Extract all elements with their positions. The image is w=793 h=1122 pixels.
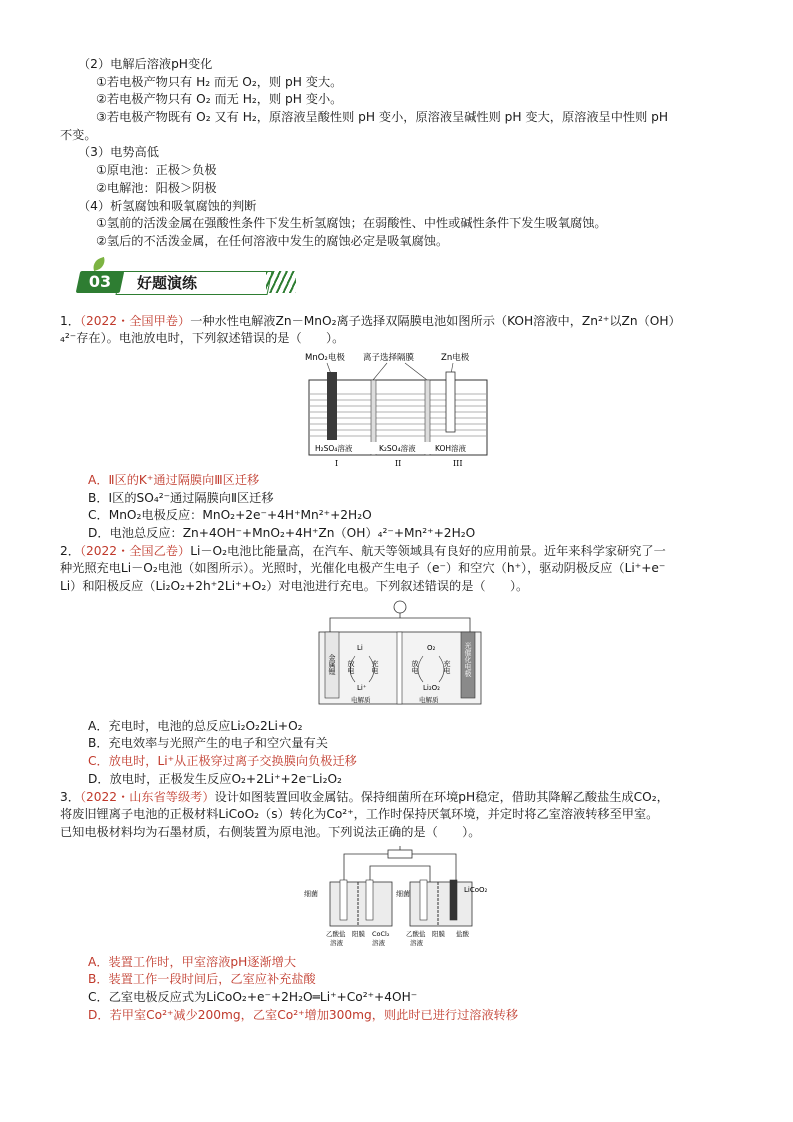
q3-label-membrane-1: 阳膜 xyxy=(352,929,365,938)
q2-label-right-electrode: 光催化电极 xyxy=(464,641,472,677)
summary-s4-2: ②氢后的不活泼金属，在任何溶液中发生的腐蚀必定是吸氧腐蚀。 xyxy=(96,233,449,248)
q2-label-discharge-left: 放电 xyxy=(347,659,355,674)
light-bulb-icon xyxy=(394,601,406,613)
q1-mno2-electrode xyxy=(327,372,337,440)
leaf-icon xyxy=(91,256,108,270)
section-banner xyxy=(78,265,298,299)
q1-sol-koh: KOH溶液 xyxy=(435,443,467,453)
summary-s2-3b: 不变。 xyxy=(60,127,97,142)
q2-option-d[interactable]: D．放电时，正极发生反应O₂+2Li⁺+2e⁻Li₂O₂ xyxy=(88,771,342,786)
q3-stem-line-1 xyxy=(60,789,740,807)
q3-text-c: 已知电极材料均为石墨材质，右侧装置为原电池。下列说法正确的是（ ）。 xyxy=(60,824,481,839)
section-number: 03 xyxy=(88,271,112,291)
q2-label-charge-right: 充电 xyxy=(443,659,451,674)
q2-cell-figure xyxy=(315,598,485,716)
q2-label-charge-left: 充电 xyxy=(371,659,379,674)
q1-sol-h2so4: H₂SO₄溶液 xyxy=(315,443,353,453)
q3-source: （2022・山东省等级考） xyxy=(79,789,215,804)
q3-option-b[interactable]: B．装置工作一段时间后，乙室应补充盐酸 xyxy=(88,972,316,987)
q2-text-a: Li－O₂电池比能量高，在汽车、航天等领域具有良好的应用前景。近年来科学家研究了一 xyxy=(190,543,666,558)
q3-label-acetate-1b: 溶液 xyxy=(330,938,343,947)
q2-option-b[interactable]: B．充电效率与光照产生的电子和空穴量有关 xyxy=(88,736,328,751)
q2-label-discharge-right: 放电 xyxy=(411,659,419,674)
q3-resistor xyxy=(388,850,412,858)
q1-text-a: 一种水性电解液Zn－MnO₂离子选择双隔膜电池如图所示（KOH溶液中，Zn²⁺以Zn（OH） xyxy=(190,313,681,328)
q2-source: （2022・全国乙卷） xyxy=(79,543,191,558)
summary-s2-3a: ③若电极产物既有 O₂ 又有 H₂，原溶液呈酸性则 pH 变小，原溶液呈碱性则 pH 变大，原溶液呈中性则 pH xyxy=(96,110,669,125)
q1-option-b[interactable]: B．Ⅰ区的SO₄²⁻通过隔膜向Ⅱ区迁移 xyxy=(88,490,274,505)
summary-s2-2: ②若电极产物只有 O₂ 而无 H₂，则 pH 变小。 xyxy=(96,92,343,107)
q1-label-membrane: 离子选择隔膜 xyxy=(363,352,415,363)
q3-left-cell xyxy=(330,882,392,926)
q3-label-acetate-2b: 溶液 xyxy=(410,938,423,947)
q3-cell-figure xyxy=(300,844,500,952)
summary-s4-title: （4）析氢腐蚀和吸氧腐蚀的判断 xyxy=(78,198,257,213)
q1-cell-figure xyxy=(305,350,495,470)
q3-number: 3． xyxy=(60,789,80,804)
q1-option-c[interactable]: C．MnO₂电极反应：MnO₂+2e⁻+4H⁺Mn²⁺+2H₂O xyxy=(88,508,372,523)
q2-text-b: 种光照充电Li－O₂电池（如图所示）。光照时，光催化电极产生电子（e⁻）和空穴（h⁺），驱动阴极反应（Li⁺+e⁻ xyxy=(60,561,666,576)
q3-label-membrane-2: 阳膜 xyxy=(432,929,445,938)
summary-s4-1: ①氢前的活泼金属在强酸性条件下发生析氢腐蚀；在弱酸性、中性或碱性条件下发生吸氧腐蚀。 xyxy=(96,216,607,231)
q3-label-cocl2: CoCl₂ xyxy=(372,929,390,938)
q2-label-li2o2: Li₂O₂ xyxy=(423,683,440,692)
q3-label-licoo2: LiCoO₂ xyxy=(464,885,488,894)
q1-label-zn: Zn电极 xyxy=(441,352,470,363)
q3-text-b: 将废旧锂离子电池的正极材料LiCoO₂（s）转化为Co²⁺，工作时保持厌氧环境，并定时将乙室溶液转移至甲室。 xyxy=(60,807,659,822)
q1-zn-electrode xyxy=(446,372,455,432)
q3-text-a: 设计如图装置回收金属钴。保持细菌所在环境pH稳定，借助其降解乙酸盐生成CO₂， xyxy=(214,789,669,804)
document-page xyxy=(60,56,740,1024)
section-title: 好题演练 xyxy=(137,273,198,292)
q3-label-acetate-2: 乙酸盐 xyxy=(406,929,426,938)
q3-label-cocl2b: 溶液 xyxy=(372,938,385,947)
q1-region-3: III xyxy=(453,458,463,468)
q3-right-cell xyxy=(410,882,472,926)
q2-stem-line-1 xyxy=(60,543,740,561)
q2-label-left-electrode: 金属锂 xyxy=(328,653,336,675)
summary-s2-title: （2）电解后溶液pH变化 xyxy=(78,57,213,71)
q3-option-c[interactable]: C．乙室电极反应式为LiCoO₂+e⁻+2H₂O═Li⁺+Co²⁺+4OH⁻ xyxy=(88,989,418,1004)
section-number-badge xyxy=(76,271,125,293)
summary-s3-title: （3）电势高低 xyxy=(78,145,159,160)
q3-label-bacteria-1: 细菌 xyxy=(304,889,318,898)
q1-text-b: ₄²⁻存在）。电池放电时，下列叙述错误的是（ ）。 xyxy=(60,331,345,346)
summary-s2-1: ①若电极产物只有 H₂ 而无 O₂，则 pH 变大。 xyxy=(96,74,343,89)
q2-label-li: Li xyxy=(357,643,363,652)
q1-label-mno2: MnO₂电极 xyxy=(305,352,345,363)
q3-label-acetate-1: 乙酸盐 xyxy=(326,929,346,938)
q2-membrane xyxy=(397,632,402,704)
q3-option-a[interactable]: A．装置工作时，甲室溶液pH逐渐增大 xyxy=(88,954,297,969)
summary-s3-2: ②电解池：阳极＞阴极 xyxy=(96,180,217,195)
q2-number: 2． xyxy=(60,543,80,558)
q1-source: （2022・全国甲卷） xyxy=(79,313,191,328)
section-title-bar xyxy=(115,271,272,295)
decorative-stripes xyxy=(266,271,296,293)
q1-region-2: II xyxy=(395,458,402,468)
q2-option-c[interactable]: C．放电时，Li⁺从正极穿过离子交换膜向负极迁移 xyxy=(88,754,357,769)
q2-label-electrolyte-right: 电解质 xyxy=(419,695,439,704)
q1-region-1: I xyxy=(335,458,339,468)
q2-text-c: Li）和阳极反应（Li₂O₂+2h⁺2Li⁺+O₂）对电池进行充电。下列叙述错误的是（ ）。 xyxy=(60,579,529,594)
q1-stem-line-1 xyxy=(60,313,740,331)
q3-label-hcl: 盐酸 xyxy=(456,929,469,938)
q2-label-li-ion: Li⁺ xyxy=(357,683,367,692)
q1-option-a[interactable]: A．Ⅱ区的K⁺通过隔膜向Ⅲ区迁移 xyxy=(88,472,260,487)
q1-sol-k2so4: K₂SO₄溶液 xyxy=(379,443,416,453)
q3-label-bacteria-2: 细菌 xyxy=(396,889,410,898)
q1-option-d[interactable]: D．电池总反应：Zn+4OH⁻+MnO₂+4H⁺Zn（OH）₄²⁻+Mn²⁺+2H₂O xyxy=(88,526,476,540)
q1-number: 1． xyxy=(60,313,80,328)
summary-s3-1: ①原电池：正极＞负极 xyxy=(96,163,217,178)
q2-label-o2: O₂ xyxy=(427,643,436,652)
q3-option-d[interactable]: D．若甲室Co²⁺减少200mg，乙室Co²⁺增加300mg，则此时已进行过溶液转移 xyxy=(88,1007,519,1022)
q2-label-electrolyte-left: 电解质 xyxy=(351,695,371,704)
q2-option-a[interactable]: A．充电时，电池的总反应Li₂O₂2Li+O₂ xyxy=(88,718,303,733)
